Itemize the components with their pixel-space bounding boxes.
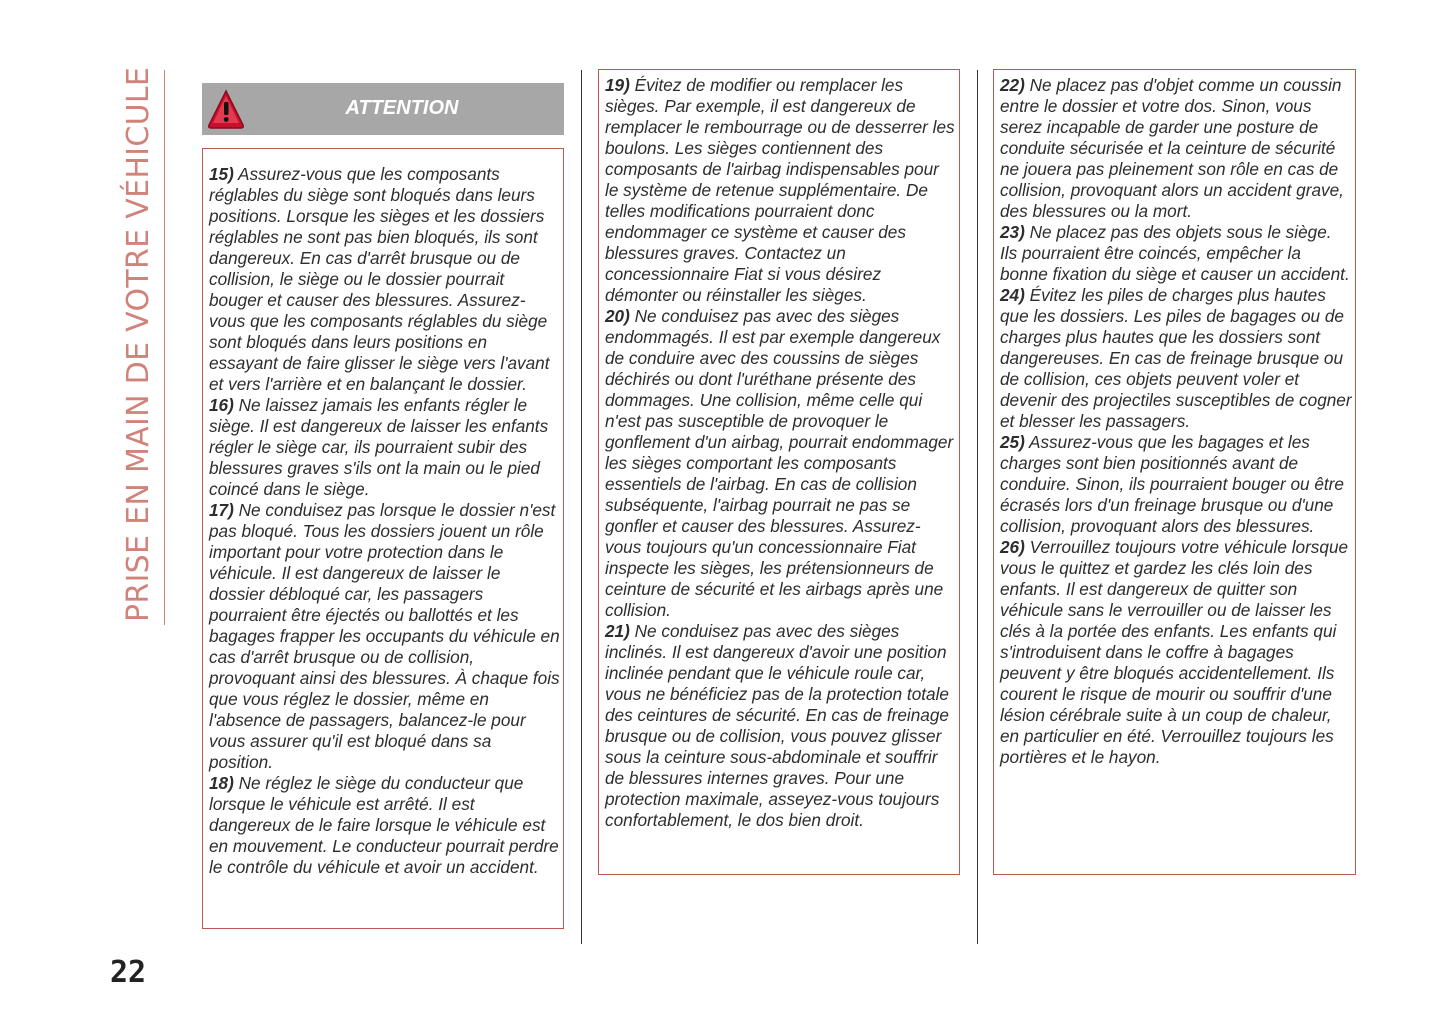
warning-item: 26) Verrouillez toujours votre véhicule lorsque vous le quittez et gardez les clés loin des enfants. Il est dangereux de quitter son véhicule sans le verrouiller ou de laisser les clés à la portée des enfants. Les enfants qui s'introduisent dans le coffre à bagages peuvent y être bloqués accidentellement. Ils courent le risque de mourir ou souffrir d'une lésion cérébrale suite à un coup de chaleur, en particulier en été. Verrouillez toujours les portières et le hayon. [1000, 537, 1349, 767]
column-divider-2 [977, 70, 978, 944]
page-number: 22 [110, 955, 147, 990]
warning-box-3 [993, 69, 1356, 875]
column-divider-1 [581, 70, 582, 944]
attention-label: ATTENTION [345, 97, 459, 119]
warning-item: 24) Évitez les piles de charges plus hautes que les dossiers. Les piles de bagages ou de charges plus hautes que les dossiers sont dangereuses. En cas de freinage brusque ou de collision, ces objets peuvent voler et devenir des projectiles susceptibles de cogner et blesser les passagers. [1000, 285, 1352, 431]
warning-item: 16) Ne laissez jamais les enfants régler le siège. Il est dangereux de laisser les enfants régler le siège car, ils pourraient subir des blessures graves s'ils ont la main ou le pied coincé dans le siège. [209, 395, 549, 499]
warning-item: 20) Ne conduisez pas avec des sièges endommagés. Il est par exemple dangereux de conduire avec des coussins de sièges déchirés ou dont l'uréthane présente des dommages. Une collision, même celle qui n'est pas susceptible de provoquer le gonflement d'un airbag, pourrait endommager les sièges comportant les composants essentiels de l'airbag. En cas de collision subséquente, l'airbag pourrait ne pas se gonfler et causer des blessures. Assurez-vous toujours qu'un concessionnaire Fiat inspecte les sièges, les prétensionneurs de ceinture de sécurité et les airbags après une collision. [605, 306, 954, 620]
warning-box-1 [202, 148, 564, 929]
attention-header [202, 83, 564, 135]
warning-item: 21) Ne conduisez pas avec des sièges inclinés. Il est dangereux d'avoir une position inclinée pendant que le véhicule roule car, vous ne bénéficiez pas de la protection totale des ceintures de sécurité. En cas de freinage brusque ou de collision, vous pouvez glisser sous la ceinture sous-abdominale et souffrir de blessures internes graves. Pour une protection maximale, asseyez-vous toujours confortablement, le dos bien droit. [605, 621, 949, 830]
warning-item: 17) Ne conduisez pas lorsque le dossier n'est pas bloqué. Tous les dossiers jouent un rôle important pour votre protection dans le véhicule. Il est dangereux de laisser le dossier débloqué car, les passagers pourraient être éjectés ou ballottés et les bagages frapper les occupants du véhicule en cas d'arrêt brusque ou de collision, provoquant ainsi des blessures. À chaque fois que vous réglez le dossier, même en l'absence de passagers, balancez-le pour vous assurer qu'il est bloqué dans sa position. [209, 500, 560, 772]
warning-item: 25) Assurez-vous que les bagages et les charges sont bien positionnés avant de conduire. Sinon, ils pourraient bouger ou être écrasés lors d'un freinage brusque ou d'une collision, provoquant alors des blessures. [1000, 432, 1344, 536]
warning-item: 23) Ne placez pas des objets sous le siège. Ils pourraient être coincés, empêcher la bonne fixation du siège et causer un accident. [1000, 222, 1350, 284]
warning-item: 19) Évitez de modifier ou remplacer les sièges. Par exemple, il est dangereux de remplacer le rembourrage ou de desserrer les boulons. Les sièges contiennent des composants de l'airbag indispensables pour le système de retenue supplémentaire. De telles modifications pourraient donc endommager ce système et causer des blessures graves. Contactez un concessionnaire Fiat si vous désirez démonter ou réinstaller les sièges. [605, 75, 955, 305]
section-title-rule [164, 70, 165, 625]
warning-item: 22) Ne placez pas d'objet comme un coussin entre le dossier et votre dos. Sinon, vous serez incapable de garder une posture de conduite sécurisée et la ceinture de sécurité ne jouera pas pleinement son rôle en cas de collision, provoquant alors un accident grave, des blessures ou la mort. [1000, 75, 1344, 221]
warning-item: 18) Ne réglez le siège du conducteur que lorsque le véhicule est arrêté. Il est dangereux de le faire lorsque le véhicule est en mouvement. Le conducteur pourrait perdre le contrôle du véhicule et avoir un accident. [209, 773, 559, 877]
section-title-vertical: PRISE EN MAIN DE VOTRE VÉHICULE [121, 66, 156, 622]
warning-box-2 [598, 69, 960, 875]
warning-item: 15) Assurez-vous que les composants réglables du siège sont bloqués dans leurs positions. Lorsque les sièges et les dossiers réglables ne sont pas bien bloqués, ils sont dangereux. En cas d'arrêt brusque ou de collision, le siège ou le dossier pourrait bouger et causer des blessures. Assurez-vous que les composants réglables du siège sont bloqués dans leurs positions en essayant de faire glisser le siège vers l'avant et vers l'arrière et en balançant le dossier. [209, 164, 550, 394]
